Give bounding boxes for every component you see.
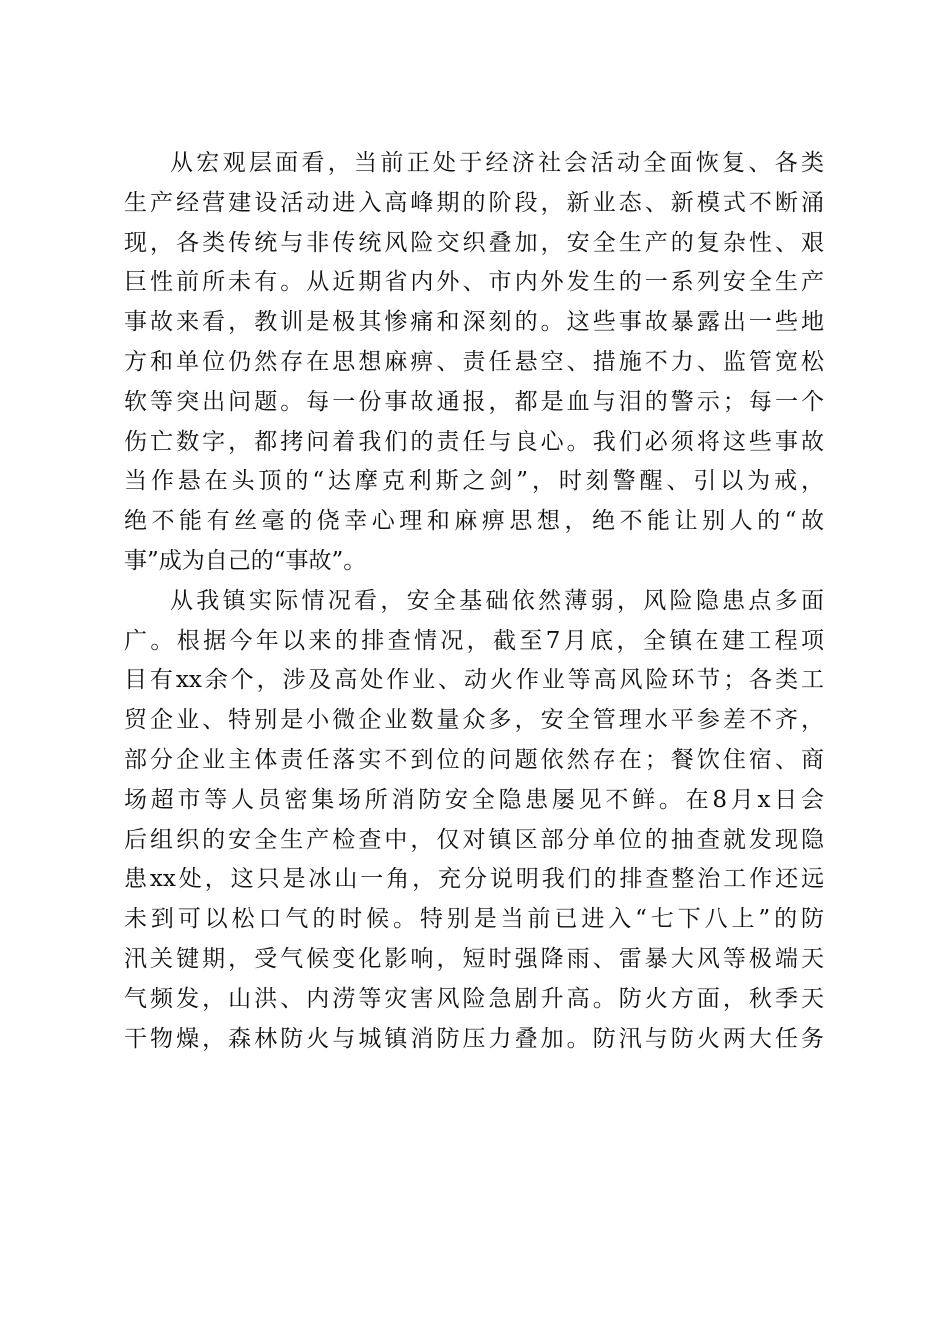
paragraph-line: 广。根据今年以来的排查情况，截至7月底，全镇在建工程项 [124, 627, 824, 654]
paragraph-line: 目有xx余个，涉及高处作业、动火作业等高风险环节；各类工 [124, 667, 824, 694]
paragraph-line: 软等突出问题。每一份事故通报，都是血与泪的警示；每一个 [124, 388, 824, 415]
paragraph-line: 后组织的安全生产检查中，仅对镇区部分单位的抽查就发现隐 [124, 826, 824, 853]
paragraph-line: 气频发，山洪、内涝等灾害风险急剧升高。防火方面，秋季天 [124, 985, 824, 1012]
paragraph-macro-view [124, 144, 824, 582]
paragraph-line: 从我镇实际情况看，安全基础依然薄弱，风险隐患点多面 [170, 587, 824, 614]
paragraph-line: 从宏观层面看，当前正处于经济社会活动全面恢复、各类 [170, 150, 824, 176]
paragraph-line: 事故来看，教训是极其惨痛和深刻的。这些事故暴露出一些地 [124, 309, 824, 336]
paragraph-line: 伤亡数字，都拷问着我们的责任与良心。我们必须将这些事故 [124, 428, 824, 455]
paragraph-line: 事”成为自己的“事故”。 [124, 547, 367, 574]
paragraph-line: 未到可以松口气的时候。特别是当前已进入“七下八上”的防 [124, 906, 824, 933]
paragraph-line: 生产经营建设活动进入高峰期的阶段，新业态、新模式不断涌 [124, 189, 824, 216]
paragraph-line: 干物燥，森林防火与城镇消防压力叠加。防汛与防火两大任务 [124, 1025, 824, 1052]
paragraph-line: 贸企业、特别是小微企业数量众多，安全管理水平参差不齐， [124, 707, 824, 734]
paragraph-line: 方和单位仍然存在思想麻痹、责任悬空、措施不力、监管宽松 [124, 348, 824, 375]
body-text [124, 144, 824, 1059]
paragraph-local-situation [124, 582, 824, 1060]
paragraph-line: 现，各类传统与非传统风险交织叠加，安全生产的复杂性、艰 [124, 229, 824, 256]
paragraph-line: 巨性前所未有。从近期省内外、市内外发生的一系列安全生产 [124, 269, 824, 296]
paragraph-line: 当作悬在头顶的“达摩克利斯之剑”，时刻警醒、引以为戒， [124, 468, 824, 495]
paragraph-line: 部分企业主体责任落实不到位的问题依然存在；餐饮住宿、商 [124, 746, 824, 773]
paragraph-line: 患xx处，这只是冰山一角，充分说明我们的排查整治工作还远 [124, 866, 824, 893]
paragraph-line: 场超市等人员密集场所消防安全隐患屡见不鲜。在8月x日会 [124, 786, 824, 813]
paragraph-line: 汛关键期，受气候变化影响，短时强降雨、雷暴大风等极端天 [124, 945, 824, 972]
paragraph-line: 绝不能有丝毫的侥幸心理和麻痹思想，绝不能让别人的“故 [124, 508, 824, 535]
